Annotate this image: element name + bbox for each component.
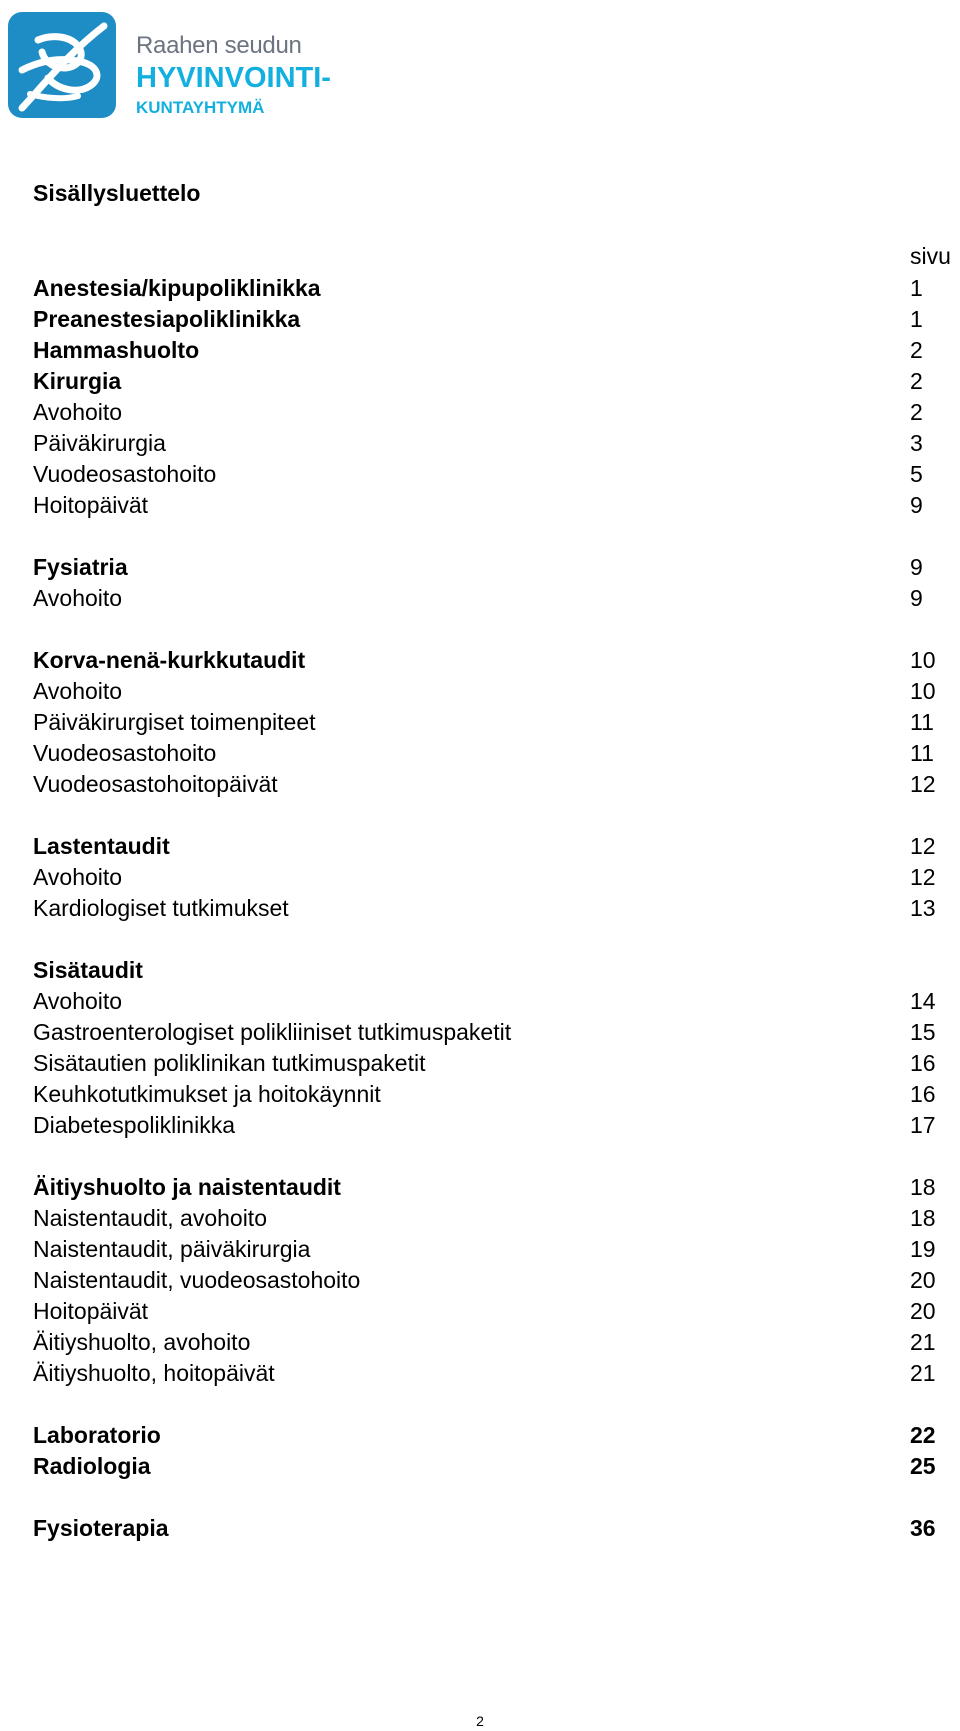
toc-entry [33, 366, 938, 396]
toc-entry-label: Hammashuolto [33, 337, 200, 363]
toc-entry-page: 18 [910, 1205, 936, 1231]
toc-entry-label: Radiologia [33, 1453, 151, 1479]
toc-entry-page: 16 [910, 1050, 936, 1076]
toc-entry-page: 20 [910, 1267, 936, 1293]
toc-entry-label: Keuhkotutkimukset ja hoitokäynnit [33, 1081, 381, 1107]
toc-entry [33, 583, 938, 613]
toc-entry [33, 552, 938, 582]
toc-entry-page: 3 [910, 430, 923, 456]
toc-entry-label: Vuodeosastohoito [33, 461, 217, 487]
toc-entry [33, 1296, 938, 1326]
toc-title: Sisällysluettelo [33, 180, 201, 206]
toc-entry-page: 12 [910, 833, 936, 859]
logo-text-region: Raahen seudun [136, 32, 302, 59]
toc-entry [33, 707, 938, 737]
toc-entry [33, 459, 938, 489]
toc-entry [33, 1203, 938, 1233]
toc-entry-label: Fysiatria [33, 554, 128, 580]
toc-entry-label: Lastentaudit [33, 833, 170, 859]
toc-entry-page: 1 [910, 275, 923, 301]
toc-entry-page: 21 [910, 1360, 936, 1386]
page-number: 2 [476, 1713, 484, 1729]
toc-entry-label: Anestesia/kipupoliklinikka [33, 275, 321, 301]
toc-entry [33, 1017, 938, 1047]
toc-entry-page: 22 [910, 1422, 936, 1448]
toc-entry [33, 1265, 938, 1295]
toc-entry [33, 986, 938, 1016]
toc-entry [33, 1110, 938, 1140]
toc-entry-page: 12 [910, 864, 936, 890]
toc-entry [33, 1172, 938, 1202]
toc-entry-page: 18 [910, 1174, 936, 1200]
toc-entry-page: 20 [910, 1298, 936, 1324]
toc-entry [33, 1048, 938, 1078]
toc-entry-page: 10 [910, 678, 936, 704]
toc-entry-page: 25 [910, 1453, 936, 1479]
toc-entry-label: Päiväkirurgiset toimenpiteet [33, 709, 316, 735]
toc-entry [33, 831, 938, 861]
toc-entry [33, 1327, 938, 1357]
toc-entry-page: 11 [910, 709, 934, 735]
toc-entry-label: Naistentaudit, avohoito [33, 1205, 267, 1231]
toc-entry-label: Avohoito [33, 864, 123, 890]
toc-entry [33, 397, 938, 427]
toc-entry-label: Fysioterapia [33, 1515, 169, 1541]
toc-entry-label: Sisätaudit [33, 957, 143, 983]
toc-entry-page: 12 [910, 771, 936, 797]
toc-entry [33, 1451, 938, 1481]
toc-entry-label: Korva-nenä-kurkkutaudit [33, 647, 306, 673]
toc-entry [33, 645, 938, 675]
toc-entry-label: Avohoito [33, 585, 123, 611]
toc-entry-page: 9 [910, 585, 923, 611]
toc-entry-page: 2 [910, 399, 923, 425]
toc-entry [33, 1513, 938, 1543]
toc-entry-label: Kardiologiset tutkimukset [33, 895, 289, 921]
toc-entry-label: Sisätautien poliklinikan tutkimuspaketit [33, 1050, 426, 1076]
toc-entry [33, 1234, 938, 1264]
toc-entry-page: 21 [910, 1329, 936, 1355]
toc-entry [33, 1420, 938, 1450]
toc-entry-page: 1 [910, 306, 923, 332]
toc-entry-page: 2 [910, 368, 923, 394]
toc-entry-label: Naistentaudit, vuodeosastohoito [33, 1267, 361, 1293]
toc-entry-label: Avohoito [33, 988, 123, 1014]
toc-entry-label: Naistentaudit, päiväkirurgia [33, 1236, 311, 1262]
toc-entry-label: Vuodeosastohoito [33, 740, 217, 766]
toc-entry [33, 862, 938, 892]
toc-entry-label: Diabetespoliklinikka [33, 1112, 235, 1138]
toc-entry [33, 490, 938, 520]
toc-entry-label: Päiväkirurgia [33, 430, 166, 456]
toc-entry-page: 16 [910, 1081, 936, 1107]
toc-entry-page: 19 [910, 1236, 936, 1262]
logo-text-type: KUNTAYHTYMÄ [136, 98, 265, 117]
toc-entry [33, 676, 938, 706]
page-column-header: sivu [910, 243, 951, 269]
toc-entry-label: Hoitopäivät [33, 1298, 149, 1324]
toc-entry [33, 893, 938, 923]
toc-entry-label: Kirurgia [33, 368, 122, 394]
toc-entry-label: Vuodeosastohoitopäivät [33, 771, 278, 797]
toc-entry [33, 769, 938, 799]
toc-entry [33, 1358, 938, 1388]
toc-entry-page: 5 [910, 461, 923, 487]
toc-entry-label: Preanestesiapoliklinikka [33, 306, 301, 332]
toc-entry [33, 428, 938, 458]
toc-entry-page: 11 [910, 740, 934, 766]
toc-entry [33, 335, 938, 365]
toc-entry-label: Äitiyshuolto, avohoito [33, 1329, 251, 1355]
toc-entry-page: 15 [910, 1019, 936, 1045]
toc-entry-page: 14 [910, 988, 936, 1014]
toc-entry [33, 738, 938, 768]
toc-entry-page: 13 [910, 895, 936, 921]
toc-entry-page: 2 [910, 337, 923, 363]
toc-entry-page: 17 [910, 1112, 936, 1138]
toc-entry [33, 1079, 938, 1109]
toc-entry-page: 10 [910, 647, 936, 673]
toc-entry [33, 304, 938, 334]
toc-entry-label: Laboratorio [33, 1422, 161, 1448]
toc-entry-label: Gastroenterologiset polikliiniset tutkimuspaketit [33, 1019, 512, 1045]
toc-entry [33, 273, 938, 303]
toc-entry-label: Hoitopäivät [33, 492, 149, 518]
toc-entry-page: 36 [910, 1515, 936, 1541]
toc-entry-page: 9 [910, 492, 923, 518]
toc-entry-label: Äitiyshuolto, hoitopäivät [33, 1360, 275, 1386]
logo-text-name: HYVINVOINTI- [136, 62, 331, 94]
toc-entry-label: Äitiyshuolto ja naistentaudit [33, 1174, 341, 1200]
toc-entry [33, 955, 938, 985]
toc-entry-label: Avohoito [33, 399, 123, 425]
toc-entry-label: Avohoito [33, 678, 123, 704]
toc-entry-page: 9 [910, 554, 923, 580]
